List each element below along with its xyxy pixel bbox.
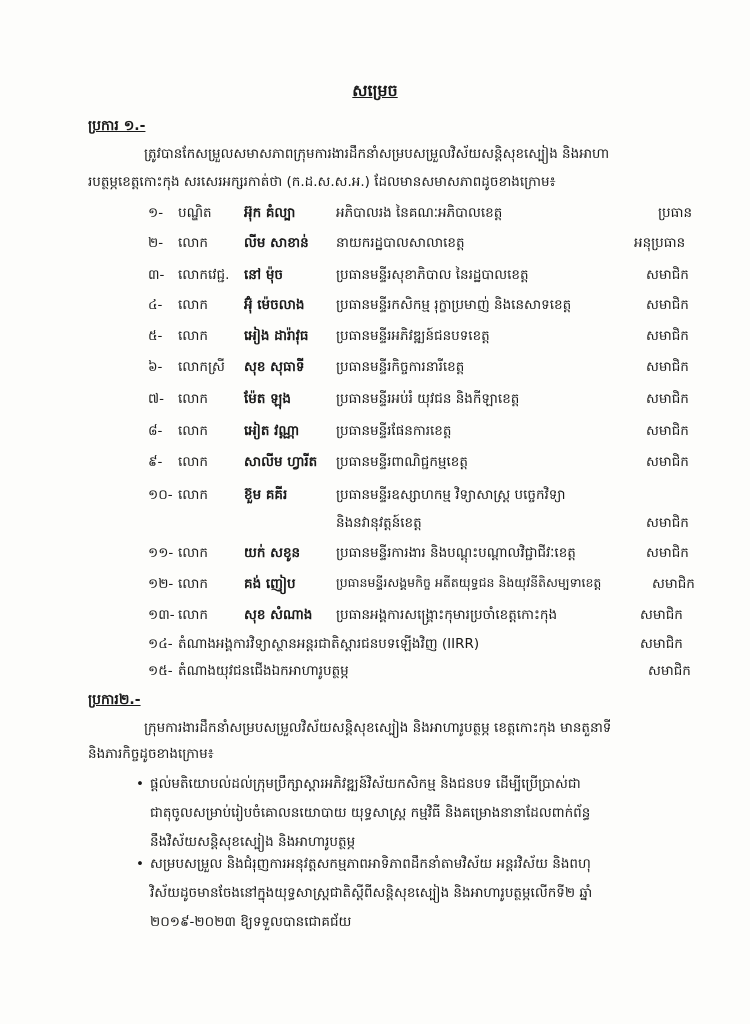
member-position: ប្រធានមន្ទីរកិច្ចការនារីខេត្ត — [336, 359, 465, 375]
member-row — [0, 354, 750, 382]
member-role: សមាជិក — [646, 423, 689, 439]
member-position: ប្រធានមន្ទីរពាណិជ្ជកម្មខេត្ត — [336, 454, 468, 470]
member-position: ប្រធានអង្គការសង្គ្រោះកុមារប្រចាំខេត្តកោះកុង — [336, 607, 558, 623]
member-name: ម៉ែត ឡុង — [244, 391, 291, 407]
member-role: សមាជិក — [652, 576, 695, 592]
member-name: លីម សាខាន់ — [244, 235, 309, 251]
member-row — [0, 540, 750, 568]
member-honorific: លោក — [178, 454, 208, 470]
member-position: ប្រធានមន្ទីរសុខាភិបាល នៃរដ្ឋបាលខេត្ត — [336, 267, 529, 283]
member-position-continued: និងនវានុវត្តន៍ខេត្ត — [336, 515, 422, 531]
member-role: សមាជិក — [646, 454, 689, 470]
article-1-intro-line-1: ត្រូវបានកែសម្រួលសមាសភាពក្រុមការងារដឹកនាំសម្របសម្រួលវិស័យសន្តិសុខស្បៀង និងអាហា — [144, 146, 610, 162]
member-number: ១២- — [148, 576, 174, 592]
member-text: តំណាងយុវជនជើងឯកអាហារូបត្ថម្ភ — [178, 663, 349, 679]
list-item — [136, 850, 670, 937]
member-honorific: លោក — [178, 391, 208, 407]
member-text: តំណាងអង្គការវិទ្យាស្ថានអន្តរជាតិស្តារជនបទឡើងវិញ (IIRR) — [178, 636, 480, 652]
member-row — [0, 292, 750, 320]
list-item-line: នឹងវិស័យសន្តិសុខស្បៀង និងអាហារូបត្ថម្ភ — [150, 834, 356, 850]
member-position: ប្រធានមន្ទីរឧស្សាហកម្ម វិទ្យាសាស្ត្រ បច្ចេកវិទ្យា — [336, 487, 566, 503]
member-number: ១៣- — [148, 607, 175, 623]
member-role: សមាជិក — [640, 607, 683, 623]
member-number: ៧- — [148, 391, 164, 407]
member-name: អៀត វណ្ណា — [244, 423, 300, 439]
member-position: ប្រធានមន្ទីរអប់រំ យុវជន និងកីឡាខេត្ត — [336, 391, 520, 407]
member-row — [0, 631, 750, 659]
member-position: នាយករដ្ឋបាលសាលាខេត្ត — [336, 235, 465, 251]
member-row — [0, 386, 750, 414]
member-position: ប្រធានមន្ទីរការងារ និងបណ្តុះបណ្តាលវិជ្ជាជីវៈខេត្ត — [336, 545, 576, 561]
member-name: សាលីម ហ្វារីត — [244, 454, 318, 470]
member-number: ១៤- — [148, 636, 173, 652]
member-role: សមាជិក — [648, 663, 691, 679]
member-position: អភិបាលរង នៃគណៈអភិបាលខេត្ត — [336, 205, 503, 221]
member-row — [0, 571, 750, 599]
member-number: ១៥- — [148, 663, 173, 679]
member-honorific: លោក — [178, 545, 208, 561]
member-honorific: លោក — [178, 487, 208, 503]
member-row — [0, 418, 750, 446]
member-name: យក់ សខូន — [244, 545, 301, 561]
member-honorific: បណ្ឌិត — [178, 205, 212, 221]
article-1-intro-line-2: របត្ថម្ភខេត្តកោះកុង សរសេរអក្សរកាត់ថា (ក.ដ.ស.ស.អ.) ដែលមានសមាសភាពដូចខាងក្រោម៖ — [88, 174, 556, 190]
member-honorific: លោក — [178, 423, 208, 439]
member-role: សមាជិក — [646, 328, 689, 344]
bullet-icon: • — [136, 856, 144, 872]
article-2-intro-line-1: ក្រុមការងារដឹកនាំសម្របសម្រួលវិស័យសន្តិសុខស្បៀង និងអាហារូបត្ថម្ភ ខេត្តកោះកុង មានតួនាទី — [144, 720, 612, 736]
member-position: ប្រធានមន្ទីរកសិកម្ម រុក្ខាប្រមាញ់ និងនេសាទខេត្ត — [336, 297, 572, 313]
member-number: ៥- — [148, 328, 163, 344]
member-name: សុខ សំណាង — [244, 607, 313, 623]
member-row — [0, 262, 750, 290]
member-honorific: លោក — [178, 607, 208, 623]
member-role: សមាជិក — [646, 297, 689, 313]
bullet-icon: • — [136, 776, 144, 792]
member-name: នៅ ម៉ុច — [244, 267, 283, 283]
article-2-intro-line-2: និងភារកិច្ចដូចខាងក្រោម៖ — [88, 746, 214, 762]
member-role: ប្រធាន — [658, 205, 693, 221]
member-number: ៤- — [148, 297, 163, 313]
list-item-line: សម្របសម្រួល និងជំរុញការអនុវត្តសកម្មភាពអាទិភាពដឹកនាំតាមវិស័យ អន្តរវិស័យ និងពហុ — [150, 856, 591, 872]
member-row — [0, 482, 750, 540]
member-number: ៩- — [148, 454, 163, 470]
member-name: អ៊ុក គំល្បា — [244, 205, 296, 221]
member-position: ប្រធានមន្ទីរអភិវឌ្ឍន៍ជនបទខេត្ត — [336, 328, 490, 344]
member-honorific: លោក — [178, 328, 208, 344]
member-number: ១១- — [148, 545, 174, 561]
member-honorific: លោកស្រី — [178, 359, 225, 375]
member-number: ១០- — [148, 487, 173, 503]
member-name: អៀង ដារ៉ាវុធ — [244, 328, 309, 344]
list-item-line: ផ្តល់មតិយោបល់ដល់ក្រុមប្រឹក្សាស្តារអភិវឌ្ឍន៍វិស័យកសិកម្ម និងជនបទ ដើម្បីប្រើប្រាស់ជា — [150, 776, 581, 792]
member-row — [0, 602, 750, 630]
article-2-heading: ប្រការ២.- — [88, 692, 141, 708]
member-honorific: លោក — [178, 576, 208, 592]
member-row — [0, 449, 750, 477]
member-number: ២- — [148, 235, 164, 251]
member-name: គង់ ញៀប — [244, 576, 296, 592]
member-role: អនុប្រធាន — [634, 235, 686, 251]
page-title: សម្រេច — [352, 81, 398, 100]
member-row — [0, 658, 750, 686]
member-role: សមាជិក — [640, 636, 683, 652]
member-role: សមាជិក — [646, 267, 689, 283]
member-name: អ៊ុំ ម៉េចលាង — [244, 297, 305, 313]
member-honorific: លោក — [178, 235, 208, 251]
member-role: សមាជិក — [646, 359, 689, 375]
member-number: ៨- — [148, 423, 163, 439]
member-number: ៣- — [148, 267, 165, 283]
member-row — [0, 323, 750, 351]
member-number: ១- — [148, 205, 164, 221]
member-position: ប្រធានមន្ទីរសង្គមកិច្ច អតីតយុទ្ធជន និងយុវនីតិសម្បទាខេត្ត — [336, 575, 602, 590]
member-number: ៦- — [148, 359, 163, 375]
article-1-heading: ប្រការ ១.- — [88, 118, 146, 134]
member-honorific: លោក — [178, 297, 208, 313]
member-role: សមាជិក — [646, 391, 689, 407]
list-item-line: វិស័យដូចមានចែងនៅក្នុងយុទ្ធសាស្ត្រជាតិស្តីពីសន្តិសុខស្បៀង និងអាហារូបត្ថម្ភលើកទី២ ឆ្នាំ — [150, 885, 593, 901]
member-role: សមាជិក — [646, 545, 689, 561]
member-name: ខ៊ួម គគីរ — [244, 487, 288, 503]
member-honorific: លោកវេជ្ជ. — [178, 267, 230, 283]
list-item-line: ជាតុចូលសម្រាប់រៀបចំគោលនយោបាយ យុទ្ធសាស្ត្រ កម្មវិធី និងគម្រោងនានាដែលពាក់ព័ន្ធ — [150, 805, 591, 821]
member-row — [0, 230, 750, 258]
list-item-line: ២០១៩-២០២៣ ឱ្យទទួលបានជោគជ័យ — [150, 914, 352, 930]
member-name: សុខ សុធាទី — [244, 359, 305, 375]
member-row — [0, 200, 750, 228]
member-role: សមាជិក — [646, 515, 689, 531]
list-item — [136, 770, 670, 857]
member-position: ប្រធានមន្ទីរផែនការខេត្ត — [336, 423, 452, 439]
